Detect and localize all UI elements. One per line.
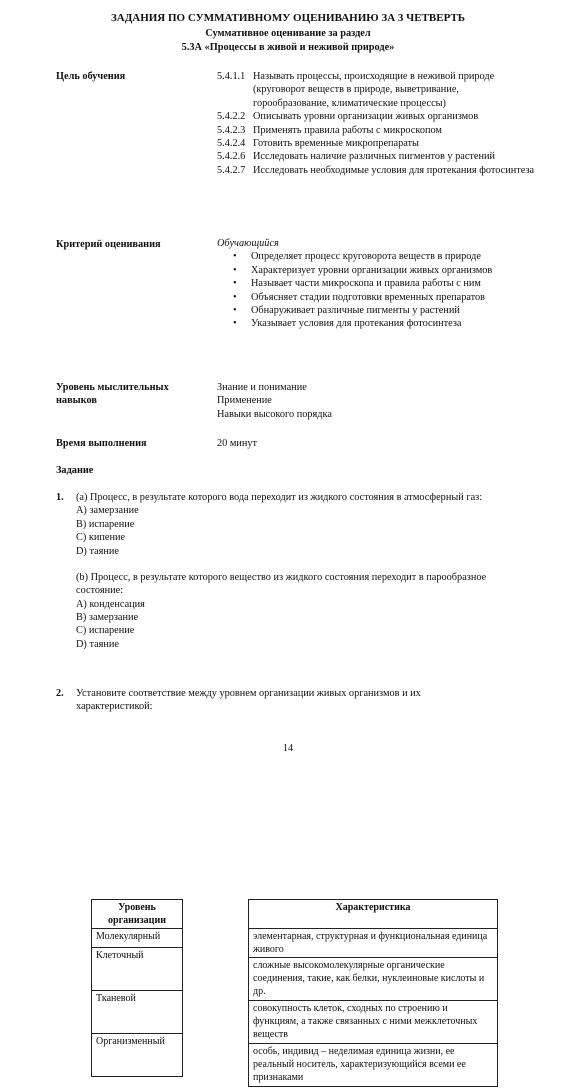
question-2 [56,687,526,714]
criteria-item: • Указывает условия для протекания фотосинтеза [217,317,529,330]
characteristics-table [248,899,498,1087]
answer-option: D) таяние [76,638,119,650]
goal-item: 5.4.2.6 Исследовать наличие различных пигментов у растений [217,151,496,163]
level-cell: Организменный [92,1034,183,1077]
answer-option: D) таяние [76,545,119,557]
question-1b-text: (b) Процесс, в результате которого вещество из жидкого состояния переходит в парообразное состояние: [76,571,487,597]
levels-table [91,899,183,1077]
criteria-block [217,237,529,331]
level-cell: Клеточный [92,948,183,991]
criteria-item: • Называет части микроскопа и правила работы с ним [217,277,529,290]
page-number: 14 [282,743,294,754]
task-label: Задание [56,465,94,476]
question-number: 1. [56,492,64,503]
goal-label: Цель обучения [56,71,126,82]
levels-header: Уровень организации [92,900,183,929]
goal-item: 5.4.2.4 Готовить временные микропрепараты [217,137,419,149]
section-title: 5.3А «Процессы в живой и неживой природе» [181,42,395,53]
level-cell: Тканевой [92,991,183,1034]
characteristic-cell: совокупность клеток, сходных по строению и функциям, а также связанных с ними межклеточных веществ [249,1001,498,1044]
characteristic-cell: сложные высокомолекулярные органические соединения, такие, как белки, нуклеиновые кислоты и др. [249,958,498,1001]
goal-item: 5.4.2.3 Применять правила работы с микроскопом [217,124,442,136]
criteria-item: • Обнаруживает различные пигменты у растений [217,304,529,317]
answer-option: C) испарение [76,625,135,637]
characteristic-cell: элементарная, структурная и функциональная единица живого [249,929,498,958]
question-number: 2. [56,688,64,699]
characteristic-cell: особь, индивид – неделимая единица жизни, ее реальный носитель, характеризующийся всеми ее признаками [249,1044,498,1087]
goal-item: 5.4.1.1 Называть процессы, происходящие в неживой природе (круговорот веществ в природе, выветривание, горообразование, климатические процессы) [217,71,495,109]
answer-option: C) кипение [76,532,126,544]
criteria-item: • Характеризует уровни организации живых организмов [217,264,529,277]
criteria-item: • Объясняет стадии подготовки временных препаратов [217,291,529,304]
skill-item: Навыки высокого порядка [217,408,332,420]
criteria-label: Критерий оценивания [56,239,161,250]
document-subtitle: Суммативное оценивание за раздел [205,28,371,39]
question-1a-text: (a) Процесс, в результате которого вода переходит из жидкого состояния в атмосферный газ: [76,492,483,503]
goal-item: 5.4.2.7 Исследовать необходимые условия для протекания фотосинтеза [217,164,535,176]
time-label: Время выполнения [56,438,147,449]
document-title: ЗАДАНИЯ ПО СУММАТИВНОМУ ОЦЕНИВАНИЮ ЗА 3 ЧЕТВЕРТЬ [110,12,466,24]
skills-list [217,381,537,421]
question-1 [56,491,526,651]
time-value: 20 минут [217,438,258,449]
skills-label: Уровень мыслительных навыков [56,382,169,407]
answer-option: B) замерзание [76,612,139,623]
question-2-text: Установите соответствие между уровнем организации живых организмов и их характеристикой: [76,688,421,713]
answer-option: B) испарение [76,518,135,530]
skill-item: Знание и понимание [217,382,307,393]
goal-item: 5.4.2.2 Описывать уровни организации живых организмов [217,111,479,123]
criteria-intro: Обучающийся [217,238,279,249]
goal-list [217,70,537,177]
level-cell: Молекулярный [92,929,183,948]
characteristics-header: Характеристика [249,900,498,929]
answer-option: A) конденсация [76,598,145,610]
skill-item: Применение [217,395,272,407]
answer-option: A) замерзание [76,505,139,517]
criteria-item: • Определяет процесс круговорота веществ в природе [217,250,529,263]
